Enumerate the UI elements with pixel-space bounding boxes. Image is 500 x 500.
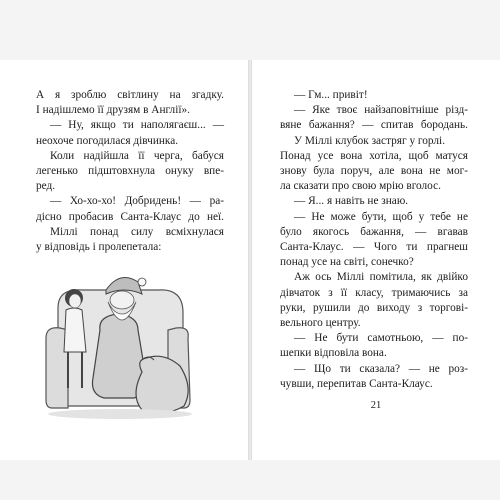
text-line: — Яке твоє найзаповітніше різд- (294, 104, 468, 117)
text-line: Міллі понад силу всміхнулася (50, 225, 224, 238)
text-line: — Хо-хо-хо! Добридень! — ра- (50, 195, 224, 208)
text-line: — Не бути самотньою, — по- (294, 332, 468, 345)
text-line: у відповідь і пролепетала: (36, 241, 162, 254)
text-line: — Я... я навіть не знаю. (294, 195, 409, 208)
text-line: — Гм... привіт! (294, 89, 368, 101)
text-line: дівчаток з її класу, тримаючись за (280, 286, 468, 299)
text-line: ла сказати про свою мрію вголос. (280, 180, 441, 193)
text-line: неохоче погодилася дівчинка. (36, 134, 179, 147)
santa-illustration (38, 268, 196, 420)
text-line: І надішлемо її друзям в Англії». (36, 104, 190, 117)
text-line: дісно пробасив Санта-Клаус до неї. (36, 210, 224, 223)
text-line: — Не може бути, щоб у тебе не (294, 210, 468, 223)
text-line: Понад усе вона хотіла, щоб матуся (280, 149, 468, 162)
text-line: чувши, перепитав Санта-Клаус. (280, 377, 433, 390)
text-line: Коли надійшла її черга, бабуся (50, 149, 224, 162)
left-page (0, 60, 248, 460)
right-page (252, 60, 500, 460)
text-line: легенько підштовхнула онуку впе- (36, 165, 224, 178)
text-line: — Ну, якщо ти наполягаєш... — (50, 119, 224, 132)
text-line: Аж ось Міллі помітила, як двійко (294, 271, 468, 284)
left-text-column (36, 88, 224, 255)
text-line: було якогось бажання, — вгавав (280, 225, 468, 238)
text-line: У Міллі клубок застряг у горлі. (294, 134, 446, 147)
text-line: руки, рушили до виходу з торгові- (280, 301, 468, 314)
text-line: вяне бажання? — спитав бородань. (280, 119, 468, 132)
text-line: А я зроблю світлину на згадку. (36, 89, 224, 101)
right-text-column (280, 88, 468, 392)
text-line: понад усе на світі, сонечко? (280, 256, 414, 269)
page-number: 21 (370, 400, 382, 411)
text-line: ред. (36, 180, 56, 193)
text-line: вельного центру. (280, 317, 361, 330)
text-line: Санта-Клаус. — Чого ти прагнеш (280, 241, 468, 254)
text-line: — Що ти сказала? — не роз- (294, 362, 468, 375)
text-line: шепки відповіла вона. (280, 347, 387, 360)
text-line: знову була поруч, але вона не мог- (280, 165, 468, 178)
